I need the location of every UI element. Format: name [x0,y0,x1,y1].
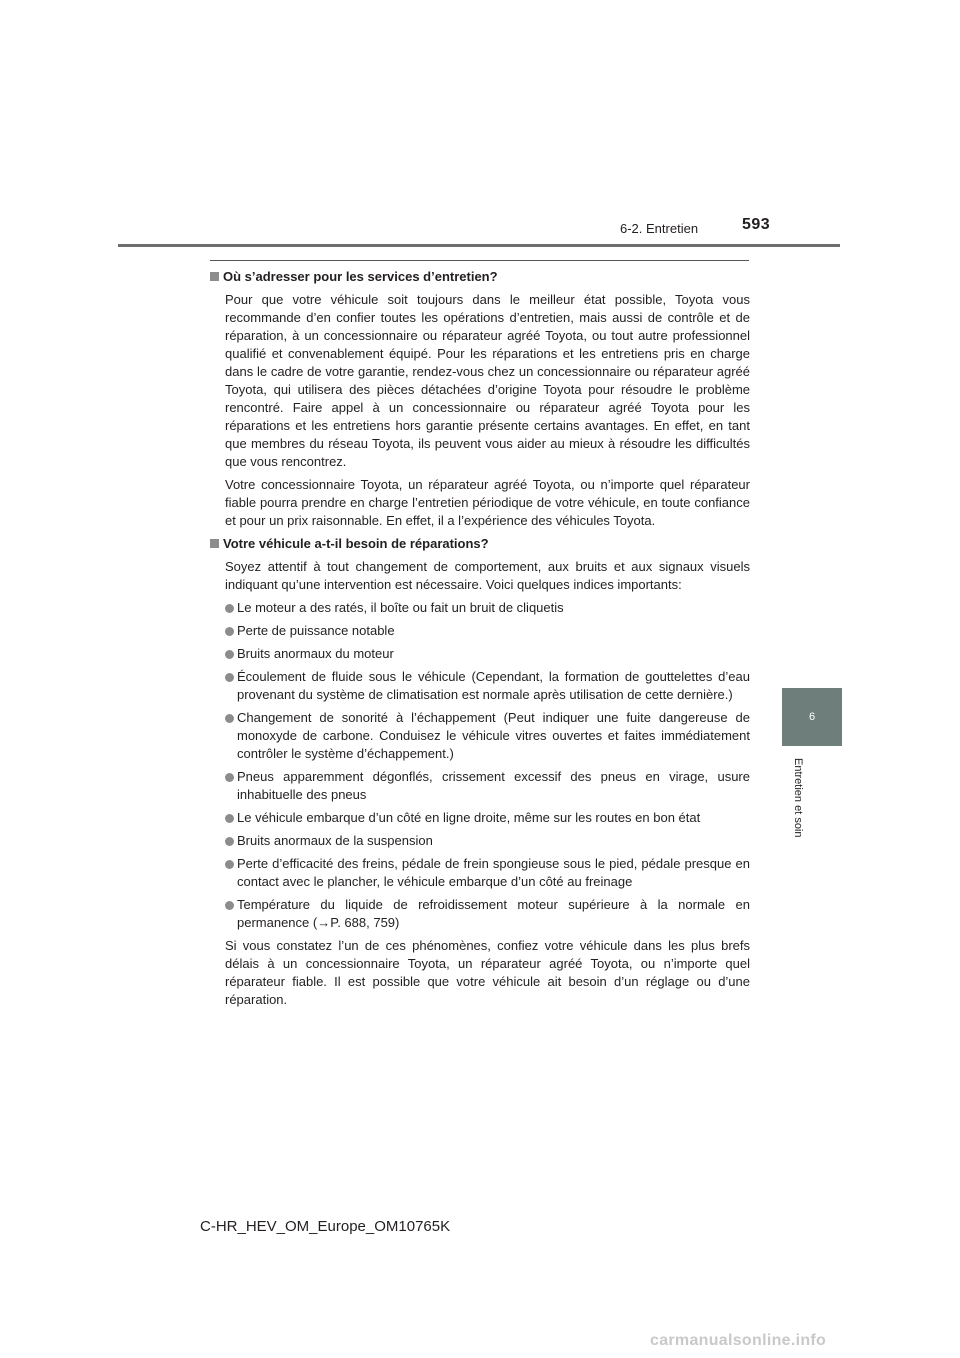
footer-doc-id: C-HR_HEV_OM_Europe_OM10765K [200,1218,451,1235]
list-item-text: Le véhicule embarque d’un côté en ligne droite, même sur les routes en bon état [237,810,701,825]
list-item-text: Le moteur a des ratés, il boîte ou fait un bruit de cliquetis [237,600,564,615]
list-item-text: Bruits anormaux de la suspension [237,833,433,848]
list-item-text: Température du liquide de refroidissement moteur supérieure à la normale en permanence (→P. 688, 759) [237,897,750,930]
paragraph: Si vous constatez l’un de ces phénomènes, confiez votre véhicule dans les plus brefs délais à un concessionnaire Toyota, un réparateur agréé Toyota, ou n’importe quel réparateur fiable. Il est possible que votre véhicule ait besoin d’un réglage ou d’une réparation. [225,938,750,1007]
chapter-tab-number: 6 [808,711,816,723]
square-bullet-icon [210,539,219,548]
page-content [210,268,750,1014]
paragraph: Pour que votre véhicule soit toujours dans le meilleur état possible, Toyota vous recommande d’en confier toutes les opérations d’entretien, mais aussi de contrôle et de réparation, à un concessionnaire ou réparateur agréé Toyota, ou tout autre professionnel qualifié et convenablement équipé. Pour les réparations et les entretiens pris en charge dans le cadre de votre garantie, rendez-vous chez un concessionnaire ou réparateur agréé Toyota, qui utilisera des pièces détachées d’origine Toyota pour résoudre le problème rencontré. Faire appel à un concessionnaire ou réparateur agréé Toyota pour les réparations et les entretiens hors garantie présente certains avantages. En effet, en tant que membres du réseau Toyota, ils peuvent vous aider au mieux à résoudre les difficultés que vous rencontrez. [225,292,750,469]
list-item [225,896,750,932]
list-item-text: Bruits anormaux du moteur [237,646,394,661]
list-item-text: Pneus apparemment dégonflés, crissement excessif des pneus en virage, usure inhabituelle des pneus [237,769,750,802]
content-top-rule [210,260,749,261]
circle-bullet-icon [225,837,234,846]
list-item [225,668,750,704]
list-item [225,855,750,891]
circle-bullet-icon [225,650,234,659]
list-item [225,768,750,804]
circle-bullet-icon [225,901,234,910]
circle-bullet-icon [225,604,234,613]
list-item-text: Perte de puissance notable [237,623,395,638]
section-heading [210,268,750,286]
symptom-list [225,599,750,932]
circle-bullet-icon [225,714,234,723]
list-item [225,645,750,663]
chapter-tab-label: Entretien et soin [792,758,804,838]
section-heading-text: Où s’adresser pour les services d’entretien? [223,269,498,284]
list-item [225,599,750,617]
circle-bullet-icon [225,814,234,823]
list-item-text: Changement de sonorité à l’échappement (Peut indiquer une fuite dangereuse de monoxyde de carbone. Conduisez le véhicule vitres ouvertes et faites immédiatement contrôler le système d’échappement.) [237,710,750,761]
list-item [225,709,750,763]
page-number: 593 [742,216,771,233]
circle-bullet-icon [225,860,234,869]
chapter-tab[interactable] [782,688,842,746]
circle-bullet-icon [225,773,234,782]
square-bullet-icon [210,272,219,281]
list-item [225,809,750,827]
list-item-text: Écoulement de fluide sous le véhicule (Cependant, la formation de gouttelettes d’eau provenant du système de climatisation est normale après utilisation de cette dernière.) [237,669,750,702]
paragraph: Soyez attentif à tout changement de comportement, aux bruits et aux signaux visuels indiquant qu’une intervention est nécessaire. Voici quelques indices importants: [225,559,750,592]
section-heading-text: Votre véhicule a-t-il besoin de réparations? [223,536,489,551]
section-heading [210,535,750,553]
circle-bullet-icon [225,673,234,682]
list-item-text: Perte d’efficacité des freins, pédale de frein spongieuse sous le pied, pédale presque en contact avec le plancher, le véhicule embarque d’un côté au freinage [237,856,750,889]
circle-bullet-icon [225,627,234,636]
paragraph: Votre concessionnaire Toyota, un réparateur agréé Toyota, ou n’importe quel réparateur fiable pourra prendre en charge l’entretien périodique de votre véhicule, en toute confiance et pour un prix raisonnable. En effet, il a l’expérience des véhicules Toyota. [225,477,750,528]
header-section-title: 6-2. Entretien [620,221,699,236]
watermark[interactable]: carmanualsonline.info [650,1332,827,1349]
header-rule [118,244,840,247]
list-item [225,622,750,640]
list-item [225,832,750,850]
